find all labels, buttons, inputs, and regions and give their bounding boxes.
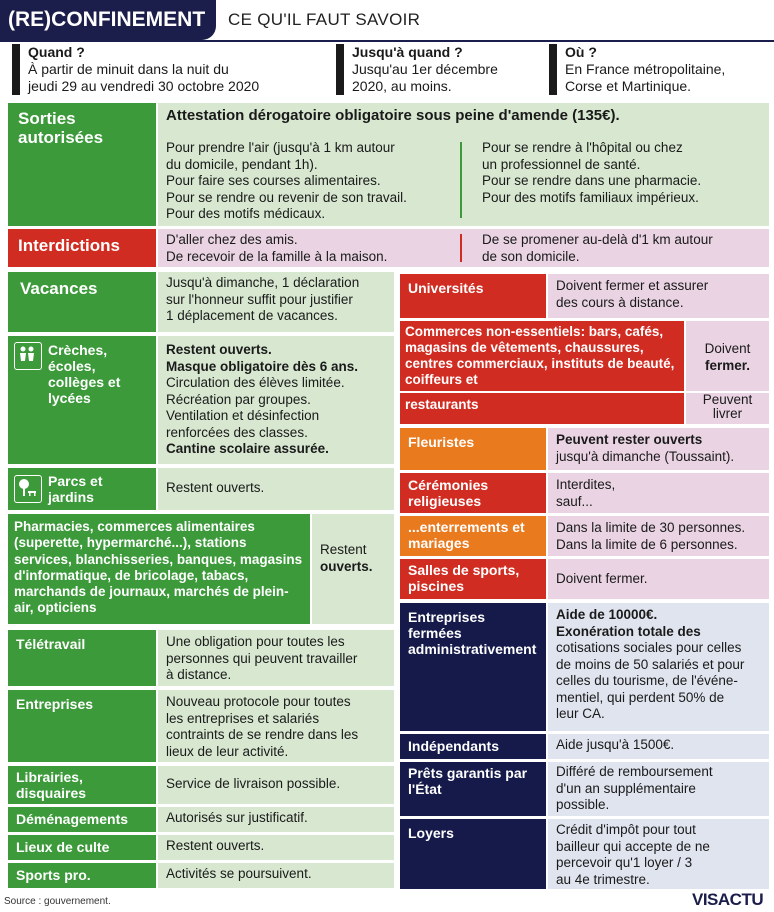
fleuristes-line: jusqu'à dimanche (Toussaint). <box>556 448 735 464</box>
sorties-left-list <box>158 135 458 228</box>
fleuristes-line: Peuvent rester ouverts <box>556 432 703 447</box>
creches-line: Cantine scolaire assurée. <box>166 441 329 456</box>
commerces-line: Doivent <box>704 341 751 356</box>
restaurants-label: restaurants <box>400 393 684 424</box>
entreprises-fermees-line: leur CA. <box>556 706 605 721</box>
fleuristes-label: Fleuristes <box>400 428 546 470</box>
info-where-line: En France métropolitaine, <box>565 61 726 77</box>
prets-line: d'un an supplémentaire <box>556 780 696 796</box>
prets-line: Différé de remboursement <box>556 764 713 779</box>
entreprises-line: Nouveau protocole pour toutes <box>166 694 351 709</box>
loyers-label: Loyers <box>400 819 546 889</box>
ceremonies-label: Cérémonies religieuses <box>400 473 546 513</box>
info-when <box>12 44 332 95</box>
demenagements-line: Autorisés sur justificatif. <box>166 810 308 825</box>
info-when-line: jeudi 29 au vendredi 30 octobre 2020 <box>28 78 260 94</box>
interdictions-label: Interdictions <box>8 229 156 267</box>
children-icon <box>14 342 42 370</box>
restaurants-line: Peuvent <box>702 392 753 407</box>
info-until <box>336 44 536 95</box>
commerces-text <box>686 321 769 391</box>
creches-line: renforcées des classes. <box>166 424 308 440</box>
ceremonies-line: sauf... <box>556 493 593 509</box>
independants-text <box>548 734 769 759</box>
sorties-right-item: Pour des motifs familiaux impérieux. <box>482 189 699 205</box>
ceremonies-line: Interdites, <box>556 477 616 492</box>
page-subtitle: CE QU'IL FAUT SAVOIR <box>228 10 421 29</box>
sorties-right-item: Pour se rendre à l'hôpital ou chez <box>482 140 683 155</box>
sports-text <box>158 863 394 888</box>
sorties-left-item: Pour prendre l'air (jusqu'à 1 km autour <box>166 140 395 155</box>
source-note: Source : gouvernement. <box>4 896 111 907</box>
header-divider <box>0 40 774 42</box>
entreprises-fermees-line: mentiel, qui perdent 50% de <box>556 689 725 705</box>
interdictions-left-item: D'aller chez des amis. <box>166 232 298 247</box>
creches-line: Restent ouverts. <box>166 342 272 357</box>
interdictions-divider <box>460 234 462 262</box>
librairies-label: Librairies, disquaires <box>8 766 156 804</box>
interdictions-left-item: De recevoir de la famille à la maison. <box>166 248 388 264</box>
enterrements-text <box>548 516 769 556</box>
entreprises-fermees-label: Entreprises fermées administrativement <box>400 603 546 731</box>
creches-line: Circulation des élèves limitée. <box>166 375 345 390</box>
page-title: (RE)CONFINEMENT <box>0 0 216 40</box>
librairies-line: Service de livraison possible. <box>166 776 341 791</box>
librairies-text <box>158 766 394 804</box>
info-until-line: 2020, au moins. <box>352 78 452 94</box>
entreprises-fermees-line: cotisations sociales pour celles <box>556 640 742 655</box>
parcs-line: Restent ouverts. <box>166 480 265 495</box>
fleuristes-text <box>548 428 769 470</box>
interdictions-right <box>474 229 769 270</box>
park-tree-icon <box>14 475 42 503</box>
creches-label: Crèches, écoles, collèges et lycées <box>48 342 121 406</box>
teletravail-line: à distance. <box>166 667 232 682</box>
sorties-label: Sorties autorisées <box>8 103 156 226</box>
loyers-text <box>548 819 769 889</box>
culte-line: Restent ouverts. <box>166 838 265 853</box>
pharmacies-line: Restent <box>320 542 367 557</box>
creches-line: Récréation par groupes. <box>166 391 311 407</box>
parcs-label: Parcs et jardins <box>48 473 103 505</box>
independants-label: Indépendants <box>400 734 546 759</box>
interdictions-left <box>158 229 458 270</box>
commerces-label: Commerces non-essentiels: bars, cafés, magasins de vêtements, chaussures, centres commerciaux, instituts de beauté, coiffeurs et <box>400 321 684 391</box>
loyers-line: bailleur qui accepte de ne <box>556 838 710 854</box>
vacances-line: Jusqu'à dimanche, 1 déclaration <box>166 275 360 290</box>
teletravail-label: Télétravail <box>8 630 156 686</box>
info-where-title: Où ? <box>565 44 597 60</box>
restaurants-line: livrer <box>712 406 743 421</box>
sorties-left-item: du domicile, pendant 1h). <box>166 156 318 172</box>
info-when-title: Quand ? <box>28 44 85 60</box>
sorties-right-list <box>474 135 769 211</box>
prets-label: Prêts garantis par l'État <box>400 762 546 816</box>
teletravail-line: Une obligation pour toutes les <box>166 634 345 649</box>
demenagements-text <box>158 807 394 832</box>
info-where-line: Corse et Martinique. <box>565 78 692 94</box>
loyers-line: percevoir qu'1 loyer / 3 <box>556 855 693 870</box>
entreprises-line: contraints de se rendre dans les <box>166 727 359 742</box>
entreprises-fermees-line: celles du tourisme, de l'événe- <box>556 673 738 688</box>
creches-text <box>158 336 394 464</box>
demenagements-label: Déménagements <box>8 807 156 832</box>
universites-text <box>548 274 769 318</box>
universites-line: des cours à distance. <box>556 294 684 310</box>
entreprises-fermees-line: de moins de 50 salariés et pour <box>556 656 745 672</box>
universites-label: Universités <box>400 274 546 318</box>
info-when-line: À partir de minuit dans la nuit du <box>28 61 229 77</box>
salles-label: Salles de sports, piscines <box>400 559 546 599</box>
entreprises-fermees-text <box>548 603 769 731</box>
vacances-line: sur l'honneur suffit pour justifier <box>166 291 353 307</box>
visactu-logo: VISACTU <box>692 890 764 909</box>
salles-line: Doivent fermer. <box>556 571 648 586</box>
ceremonies-text <box>548 473 769 513</box>
info-where <box>549 44 769 95</box>
interdictions-right-item: de son domicile. <box>482 248 580 264</box>
prets-line: possible. <box>556 797 610 812</box>
entreprises-line: les entreprises et salariés <box>166 710 320 726</box>
prets-text <box>548 762 769 816</box>
creches-line: Masque obligatoire dès 6 ans. <box>166 358 359 374</box>
entreprises-fermees-line: Aide de 10000€. <box>556 607 658 622</box>
sports-label: Sports pro. <box>8 863 156 888</box>
enterrements-line: Dans la limite de 6 personnes. <box>556 536 738 552</box>
entreprises-label: Entreprises <box>8 690 156 762</box>
creches-line: Ventilation et désinfection <box>166 408 320 423</box>
sports-line: Activités se poursuivent. <box>166 866 312 881</box>
creches-cell <box>8 336 156 464</box>
vacances-label: Vacances <box>8 272 156 332</box>
independants-line: Aide jusqu'à 1500€. <box>556 737 675 752</box>
info-until-line: Jusqu'au 1er décembre <box>352 61 498 77</box>
sorties-left-item: Pour se rendre ou revenir de son travail. <box>166 189 407 205</box>
loyers-line: Crédit d'impôt pour tout <box>556 822 696 837</box>
sorties-right-item: un professionnel de santé. <box>482 156 641 172</box>
pharmacies-label: Pharmacies, commerces alimentaires (superette, hypermarché...), stations services, blanchisseries, banques, magasins d'informatique, de bricolage, tabacs, marchands de journaux, marchés de plein-air, opticiens <box>8 514 310 624</box>
restaurants-text <box>686 393 769 424</box>
loyers-line: au 4e trimestre. <box>556 871 650 887</box>
sorties-right-item: Pour se rendre dans une pharmacie. <box>482 173 702 188</box>
pharmacies-text <box>312 514 394 624</box>
universites-line: Doivent fermer et assurer <box>556 278 709 293</box>
sorties-left-item: Pour des motifs médicaux. <box>166 206 326 221</box>
commerces-line: fermer. <box>704 357 751 373</box>
teletravail-text <box>158 630 394 686</box>
sorties-heading: Attestation dérogatoire obligatoire sous peine d'amende (135€). <box>166 107 620 124</box>
sorties-left-item: Pour faire ses courses alimentaires. <box>166 173 381 188</box>
enterrements-label: ...enterrements et mariages <box>400 516 546 556</box>
salles-text <box>548 559 769 599</box>
interdictions-right-item: De se promener au-delà d'1 km autour <box>482 232 713 247</box>
vacances-line: 1 déplacement de vacances. <box>166 308 338 323</box>
parcs-cell <box>8 468 156 510</box>
enterrements-line: Dans la limite de 30 personnes. <box>556 520 746 535</box>
culte-text <box>158 835 394 860</box>
pharmacies-line: ouverts. <box>320 558 373 574</box>
teletravail-line: personnes qui peuvent travailler <box>166 650 358 666</box>
parcs-text <box>158 468 394 510</box>
culte-label: Lieux de culte <box>8 835 156 860</box>
entreprises-text <box>158 690 394 762</box>
info-until-title: Jusqu'à quand ? <box>352 44 463 60</box>
entreprises-line: lieux de leur activité. <box>166 743 289 759</box>
entreprises-fermees-line: Exonération totale des <box>556 623 701 639</box>
sorties-divider <box>460 142 462 218</box>
vacances-text <box>158 272 394 332</box>
